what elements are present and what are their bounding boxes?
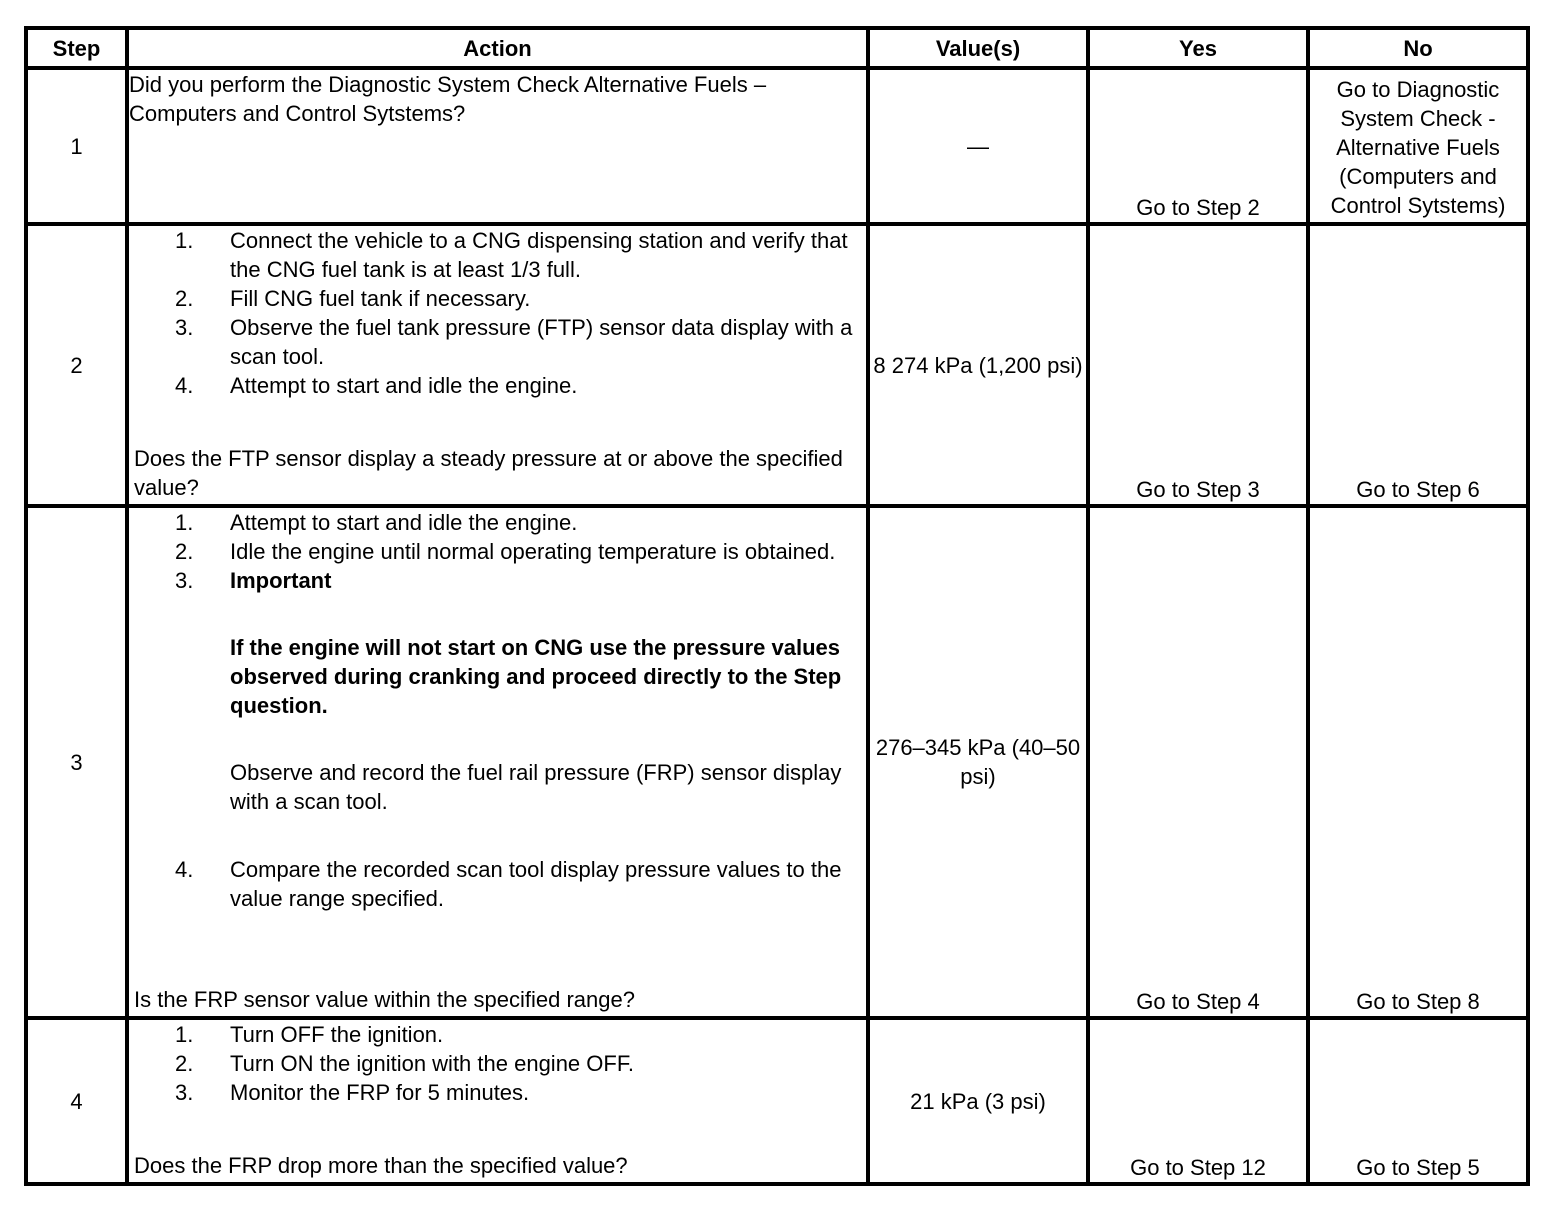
list-item: 4. Compare the recorded scan tool display pressure values to the value range specified. (175, 857, 842, 911)
action-list (129, 226, 866, 400)
no-cell: Go to Step 6 (1308, 224, 1528, 506)
step-question: Does the FRP drop more than the specified value? (134, 1153, 628, 1178)
action-cell (127, 506, 868, 1018)
list-item: 3. Important If the engine will not start on CNG use the pressure values observed during cranking and proceed directly to the Step question. Observe and record the fuel rail pressure (FRP) sensor display with a scan tool. (129, 566, 866, 816)
diagnostic-table (24, 26, 1530, 1186)
yes-cell: Go to Step 2 (1088, 68, 1308, 224)
list-item: 2. Turn ON the ignition with the engine OFF. (175, 1051, 634, 1076)
yes-cell: Go to Step 3 (1088, 224, 1308, 506)
yes-cell: Go to Step 12 (1088, 1018, 1308, 1184)
no-cell: Go to Step 5 (1308, 1018, 1528, 1184)
step-number: 3 (26, 506, 127, 1018)
important-label: Important (230, 568, 332, 593)
observe-instruction: Observe and record the fuel rail pressure (FRP) sensor display with a scan tool. (230, 760, 842, 814)
value-cell: 276–345 kPa (40–50 psi) (868, 506, 1088, 1018)
step-question: Did you perform the Diagnostic System Check Alternative Fuels – Computers and Control Sytstems? (129, 72, 767, 126)
no-cell: Go to Step 8 (1308, 506, 1528, 1018)
header-step: Step (26, 28, 127, 68)
list-item: 1. Connect the vehicle to a CNG dispensing station and verify that the CNG fuel tank is at least 1/3 full. (175, 228, 848, 282)
header-values: Value(s) (868, 28, 1088, 68)
no-cell: Go to Diagnostic System Check - Alternative Fuels (Computers and Control Sytstems) (1308, 68, 1528, 224)
action-list (129, 508, 866, 913)
header-action: Action (127, 28, 868, 68)
important-note: If the engine will not start on CNG use the pressure values observed during cranking and proceed directly to the Step question. (230, 635, 842, 718)
value-cell: — (868, 68, 1088, 224)
value-cell: 21 kPa (3 psi) (868, 1018, 1088, 1184)
action-list (129, 1020, 866, 1107)
step-question: Is the FRP sensor value within the specified range? (134, 987, 635, 1012)
list-item: 1. Attempt to start and idle the engine. (175, 510, 578, 535)
action-cell (127, 68, 868, 224)
action-cell (127, 224, 868, 506)
list-item: 3. Monitor the FRP for 5 minutes. (175, 1080, 530, 1105)
step-number: 1 (26, 68, 127, 224)
action-cell (127, 1018, 868, 1184)
header-row (26, 28, 1528, 68)
list-item: 1. Turn OFF the ignition. (175, 1022, 444, 1047)
step-question: Does the FTP sensor display a steady pressure at or above the specified value? (134, 446, 843, 500)
step-number: 4 (26, 1018, 127, 1184)
header-yes: Yes (1088, 28, 1308, 68)
list-item: 2. Fill CNG fuel tank if necessary. (175, 286, 531, 311)
yes-cell: Go to Step 4 (1088, 506, 1308, 1018)
list-item: 4. Attempt to start and idle the engine. (175, 373, 578, 398)
step-number: 2 (26, 224, 127, 506)
table-row (26, 506, 1528, 1018)
table-row (26, 68, 1528, 224)
header-no: No (1308, 28, 1528, 68)
list-item: 3. Observe the fuel tank pressure (FTP) sensor data display with a scan tool. (175, 315, 853, 369)
table-row (26, 224, 1528, 506)
table-row (26, 1018, 1528, 1184)
list-item: 2. Idle the engine until normal operating temperature is obtained. (175, 539, 836, 564)
value-cell: 8 274 kPa (1,200 psi) (868, 224, 1088, 506)
